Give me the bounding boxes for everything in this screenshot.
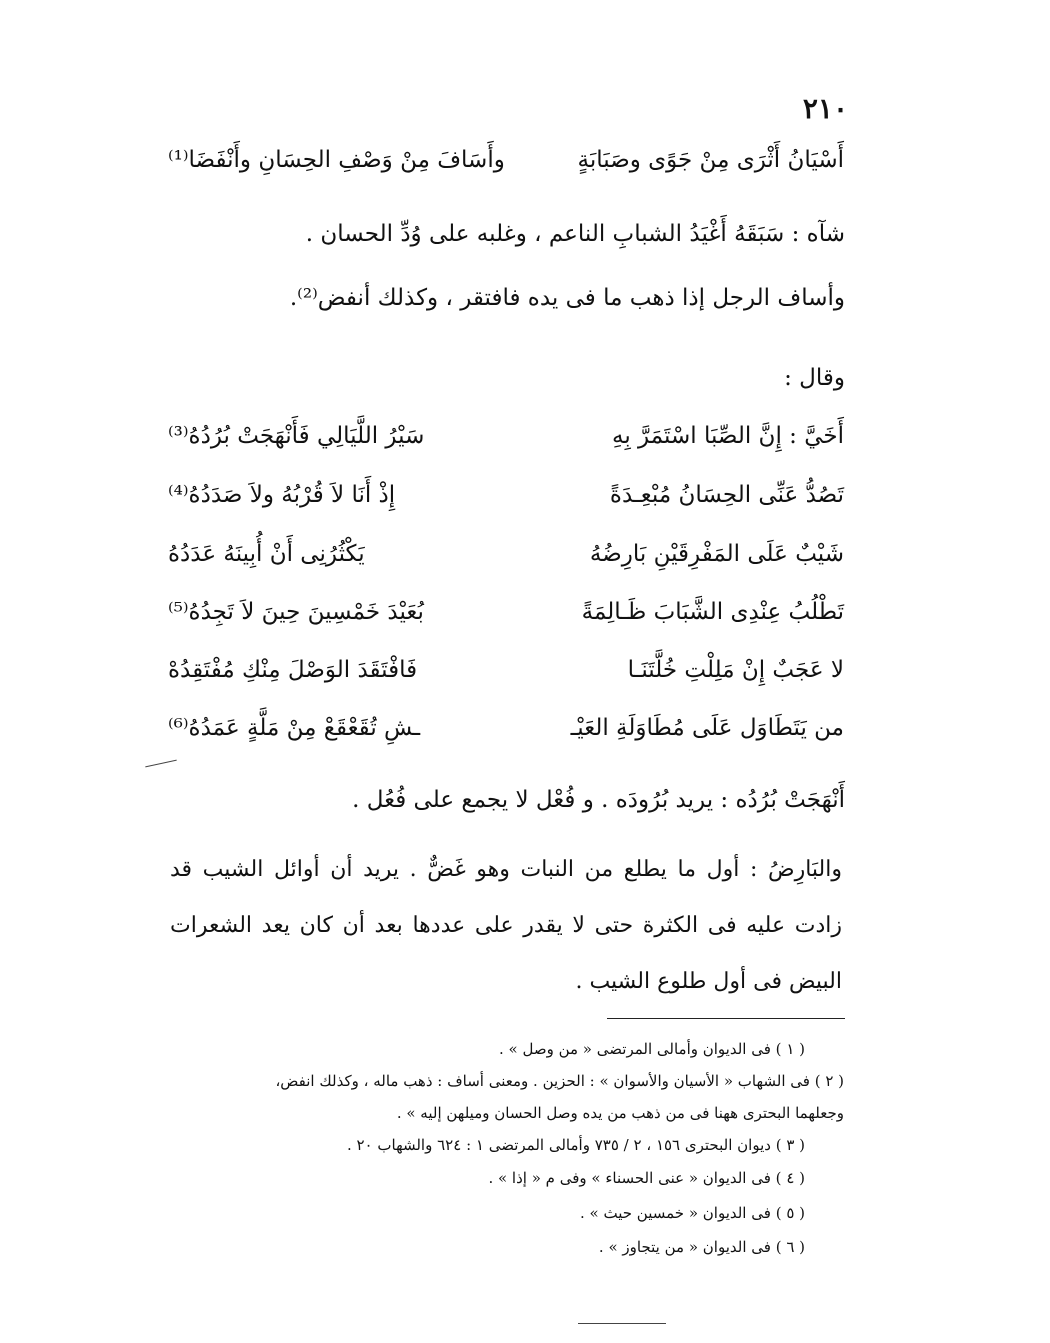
poem-hemistich-left: فَافْتَقَدَ الوَصْلَ مِنْكِ مُفْتَقِدُهْ bbox=[168, 657, 418, 683]
poem-hemistich-left: سَيْرُ اللَّيَالِي فَأَنْهَجَتْ بُرُدُهُ⁽³⁾ bbox=[168, 423, 425, 449]
poem-hemistich-right: أَخَيَّ : إِنَّ الصِّبَا اسْتَمَرَّ بِهِ bbox=[612, 423, 844, 449]
poem-hemistich-left: إِذْ أَنَا لاَ قُرْبُهُ ولاَ صَدَدُهُ⁽⁴⁾ bbox=[168, 482, 396, 508]
footnote-2: ( ٢ ) فى الشهاب « الأسيان والأسوان » : الحزين . ومعنى أساف : ذهب ماله ، وكذلك انفض، bbox=[275, 1072, 844, 1090]
poem-hemistich-left: ـشِ تُقَعْقَعْ مِنْ مَلَّةٍ عَمَدُهُ⁽⁶⁾ bbox=[168, 715, 421, 741]
gloss-line-3: أَنْهَجَتْ بُرُدُه : يريد بُرُودَه . و فُعْل لا يجمع على فُعُل . bbox=[352, 787, 845, 813]
poem-hemistich-right: شَيْبٌ عَلَى المَفْرِقَيْنِ بَارِضُهُ bbox=[589, 541, 844, 567]
poem-verse bbox=[168, 416, 844, 456]
poem-hemistich-left: بُعَيْدَ خَمْسِينَ حِينَ لاَ تَجِدُهُ⁽⁵⁾ bbox=[168, 599, 424, 625]
gloss-line-1: شآه : سَبَقَهُ أَغْيَدُ الشبابِ الناعم ، وغلبه على وُدِّ الحسان . bbox=[305, 221, 845, 247]
verse-line-1 bbox=[168, 140, 844, 180]
gloss-line-2: وأساف الرجل إذا ذهب ما فى يده فافتقر ، وكذلك أنفض⁽²⁾. bbox=[289, 285, 845, 311]
poem-hemistich-right: من يَتَطَاوَل عَلَى مُطَاوَلَةِ العَيْـ bbox=[570, 715, 844, 741]
poem-hemistich-right: لا عَجَبٌ إِنْ مَلِلْتِ خُلَّتَنَـا bbox=[627, 657, 844, 683]
poem-hemistich-right: تَصُدُّ عَنِّى الحِسَانُ مُبْعِـدَةً bbox=[609, 482, 844, 508]
poem-verse bbox=[168, 534, 844, 574]
footnote-5: ( ٥ ) فى الديوان « خمسين حيث » . bbox=[580, 1204, 805, 1222]
footnote-separator bbox=[607, 1018, 845, 1019]
footnote-3: ( ٣ ) ديوان البحترى ١٥٦ ، ٢ / ٧٣٥ وأمالى المرتضى ١ : ٦٢٤ والشهاب ٢٠ . bbox=[346, 1136, 805, 1154]
stray-pen-mark bbox=[145, 760, 177, 768]
poem-intro: وقال : bbox=[784, 365, 845, 391]
poem-hemistich-right: تَطْلُبُ عِنْدِى الشَّبَابَ ظَـالِمَةً bbox=[581, 599, 844, 625]
footnote-1: ( ١ ) فى الديوان وأمالى المرتضى « من وصل » . bbox=[499, 1040, 805, 1058]
poem-verse bbox=[168, 592, 844, 632]
verse-hemistich-right: أَسْيَانُ أَثْرَى مِنْ جَوًى وصَبَابَةٍ bbox=[577, 147, 844, 173]
bottom-edge-line bbox=[578, 1323, 666, 1324]
gloss-paragraph: والبَارِضُ : أول ما يطلع من النبات وهو غَضٌّ . يريد أن أوائل الشيب قد زادت عليه فى الكثرة حتى لا يقدر على عددها بعد أن كان يعد الشعرات البيض فى أول طلوع الشيب . bbox=[170, 857, 842, 994]
poem-hemistich-left: يَكْثُرُنِى أَنْ أُبِينَهُ عَدَدُهُ bbox=[168, 541, 365, 567]
verse-hemistich-left: وأَسَافَ مِنْ وَصْفِ الحِسَانِ وأَنْفَضَا⁽¹⁾ bbox=[168, 147, 505, 173]
footnote-6: ( ٦ ) فى الديوان « من يتجاوز » . bbox=[598, 1238, 805, 1256]
page-number: ٢١٠ bbox=[802, 92, 848, 125]
poem-verse bbox=[168, 708, 844, 748]
poem-verse bbox=[168, 650, 844, 690]
poem-verse bbox=[168, 475, 844, 515]
footnote-2-continued: وجعلهما البحترى ههنا فى من ذهب من يده وصل الحسان وميلهن إليه » . bbox=[396, 1104, 844, 1122]
footnote-4: ( ٤ ) فى الديوان « عنى الحسناء » وفى م « إذا » . bbox=[488, 1169, 805, 1187]
